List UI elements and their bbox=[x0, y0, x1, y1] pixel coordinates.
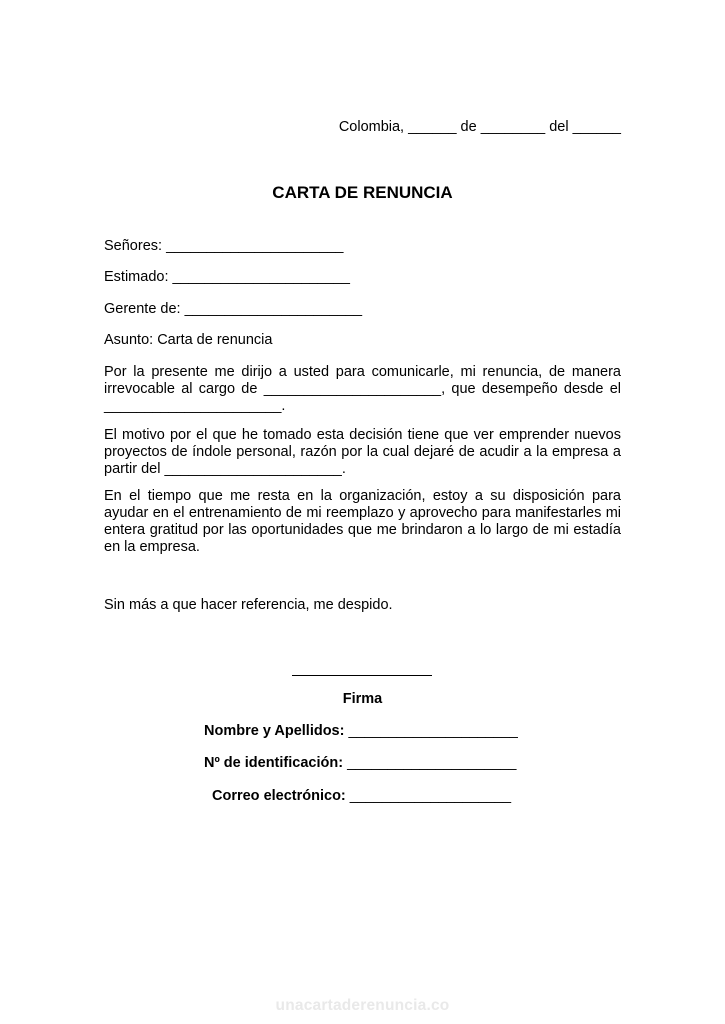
paragraph-line: irrevocable al cargo de ______________________, que desempeño desde el bbox=[104, 381, 621, 397]
paragraph-line: proyectos de índole personal, razón por la cual dejaré de acudir a la empresa a bbox=[104, 444, 621, 460]
paragraph-motive bbox=[104, 427, 621, 478]
estimado-field: Estimado: ______________________ bbox=[104, 269, 350, 285]
paragraph-line: en la empresa. bbox=[104, 539, 200, 555]
paragraph-line: Por la presente me dirijo a usted para comunicarle, mi renuncia, de manera bbox=[104, 364, 621, 380]
correo-label: Correo electrónico: bbox=[212, 788, 346, 804]
closing-line: Sin más a que hacer referencia, me despido. bbox=[104, 597, 393, 613]
paragraph-line: El motivo por el que he tomado esta decisión tiene que ver emprender nuevos bbox=[104, 427, 621, 443]
paragraph-line: partir del ______________________. bbox=[104, 461, 346, 477]
asunto-field: Asunto: Carta de renuncia bbox=[104, 332, 273, 348]
document-title: CARTA DE RENUNCIA bbox=[272, 183, 453, 202]
signature-line bbox=[292, 675, 432, 676]
identificacion-row bbox=[204, 755, 516, 772]
identificacion-blank: _____________________ bbox=[347, 755, 517, 771]
nombre-row bbox=[204, 723, 518, 740]
senores-field: Señores: ______________________ bbox=[104, 238, 344, 254]
identificacion-label: Nº de identificación: bbox=[204, 755, 344, 771]
firma-label: Firma bbox=[342, 691, 383, 707]
correo-row bbox=[212, 788, 511, 805]
watermark-text: unacartaderenuncia.co bbox=[275, 997, 450, 1014]
nombre-label: Nombre y Apellidos: bbox=[204, 723, 345, 739]
paragraph-line: En el tiempo que me resta en la organización, estoy a su disposición para bbox=[104, 488, 621, 504]
paragraph-line: ayudar en el entrenamiento de mi reemplazo y aprovecho para manifestarles mi bbox=[104, 505, 621, 521]
paragraph-line: ______________________. bbox=[104, 398, 286, 414]
paragraph-availability bbox=[104, 488, 621, 556]
paragraph-resignation bbox=[104, 364, 621, 415]
paragraph-line: entera gratitud por las oportunidades que me brindaron a lo largo de mi estadía bbox=[104, 522, 621, 538]
correo-blank: ____________________ bbox=[349, 788, 512, 804]
date-line: Colombia, ______ de ________ del ______ bbox=[338, 119, 621, 135]
gerente-field: Gerente de: ______________________ bbox=[104, 301, 363, 317]
nombre-blank: _____________________ bbox=[348, 723, 518, 739]
